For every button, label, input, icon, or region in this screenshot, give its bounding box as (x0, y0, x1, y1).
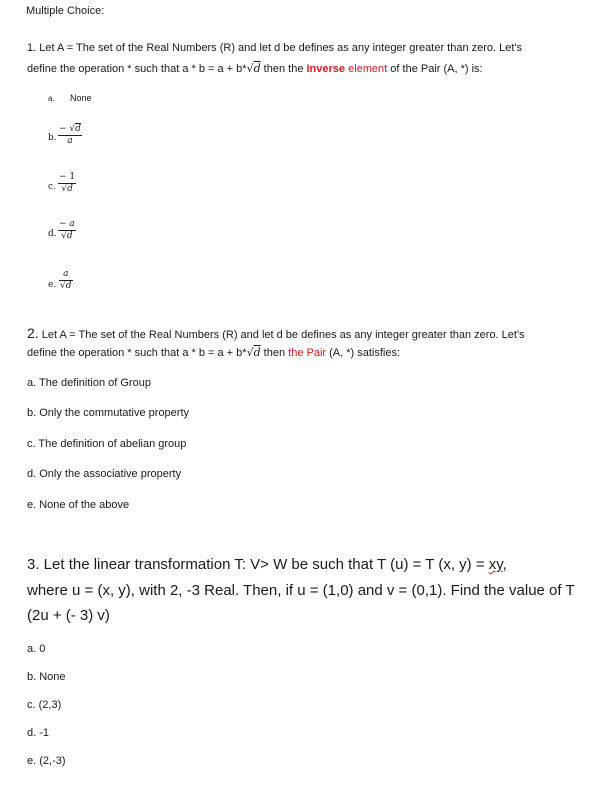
q1-option-b-label: b. (48, 133, 57, 143)
q2-text-line1 (27, 325, 525, 341)
q2-option-d: d. Only the associative property (27, 468, 182, 480)
q1-option-d-label: d. (48, 229, 57, 239)
q1-option-c-num: − 1 (59, 172, 76, 182)
q3-line1-xy: xy (488, 556, 503, 573)
q1-option-d-den-var: d (66, 231, 73, 241)
q2-number: 2. (27, 325, 39, 341)
q1-option-a-label: a. (48, 94, 55, 103)
q3-option-d: d. -1 (27, 727, 50, 739)
q2-line2-post: (A, *) satisfies: (326, 347, 401, 359)
q1-text-line1: 1. Let A = The set of the Real Numbers (R) and let d be defines as any integer greater than zero. Let's (27, 42, 523, 54)
q3-option-c: c. (2,3) (27, 699, 62, 711)
q3-text-line3: (2u + (- 3) v) (27, 607, 110, 624)
q1-option-e-den-var: d (65, 281, 72, 291)
q1-option-d-fraction: − a √d (59, 219, 75, 241)
q1-line2-pre: define the operation * such that a * b = a + b* (27, 63, 247, 75)
q1-highlight-inverse: Inverse (306, 63, 346, 75)
q2-line2-pre: define the operation * such that a * b = a + b* (27, 347, 247, 359)
q1-option-b-num-var: d (75, 124, 81, 134)
q2-option-e: e. None of the above (27, 499, 130, 511)
q1-sqrt-d: √d (246, 62, 261, 75)
q3-text-line2: where u = (x, y), with 2, -3 Real. Then, if u = (1,0) and v = (0,1). Find the value of T (27, 582, 575, 599)
q2-option-b: b. Only the commutative property (27, 407, 190, 419)
q3-option-b: b. None (27, 671, 66, 683)
q2-sqrt-d: √d (246, 346, 261, 359)
q3-line1-pre: 3. Let the linear transformation T: V> W be such that T (u) = T (x, y) = (27, 556, 489, 573)
q3-text-line1 (27, 556, 507, 573)
q1-option-a-text: None (70, 93, 92, 103)
q2-line1-rest: Let A = The set of the Real Numbers (R) and let d be defines as any integer greater than zero. Let's (38, 329, 525, 341)
q3-option-a: a. 0 (27, 643, 46, 655)
q2-text-line2 (27, 346, 400, 359)
q1-line2-mid: then the (260, 63, 307, 75)
q1-highlight-element: element (345, 63, 388, 75)
q1-option-c-label: c. (48, 182, 56, 192)
q1-option-c-fraction: − 1 √d (59, 172, 76, 194)
q2-option-c: c. The definition of abelian group (27, 438, 187, 450)
q1-option-e-label: e. (48, 280, 57, 290)
page-heading: Multiple Choice: (26, 5, 105, 17)
q1-option-b-den: a (67, 136, 73, 146)
q1-option-e-num: a (63, 269, 69, 279)
q1-option-e-fraction: a √d (60, 269, 72, 291)
q1-line2-post: of the Pair (A, *) is: (387, 63, 483, 75)
q3-option-e: e. (2,-3) (27, 755, 66, 767)
q1-option-c-den-var: d (67, 184, 73, 194)
q3-line1-post: , (502, 556, 507, 573)
q1-option-d-num: − a (59, 219, 75, 229)
q2-line2-mid: then (260, 347, 289, 359)
q1-option-b-num-sign: − (59, 124, 70, 134)
q1-text-line2 (27, 62, 483, 75)
q1-option-b-fraction: − √d a (59, 124, 81, 146)
q2-highlight-pair: the Pair (288, 347, 327, 359)
q2-option-a: a. The definition of Group (27, 377, 151, 389)
